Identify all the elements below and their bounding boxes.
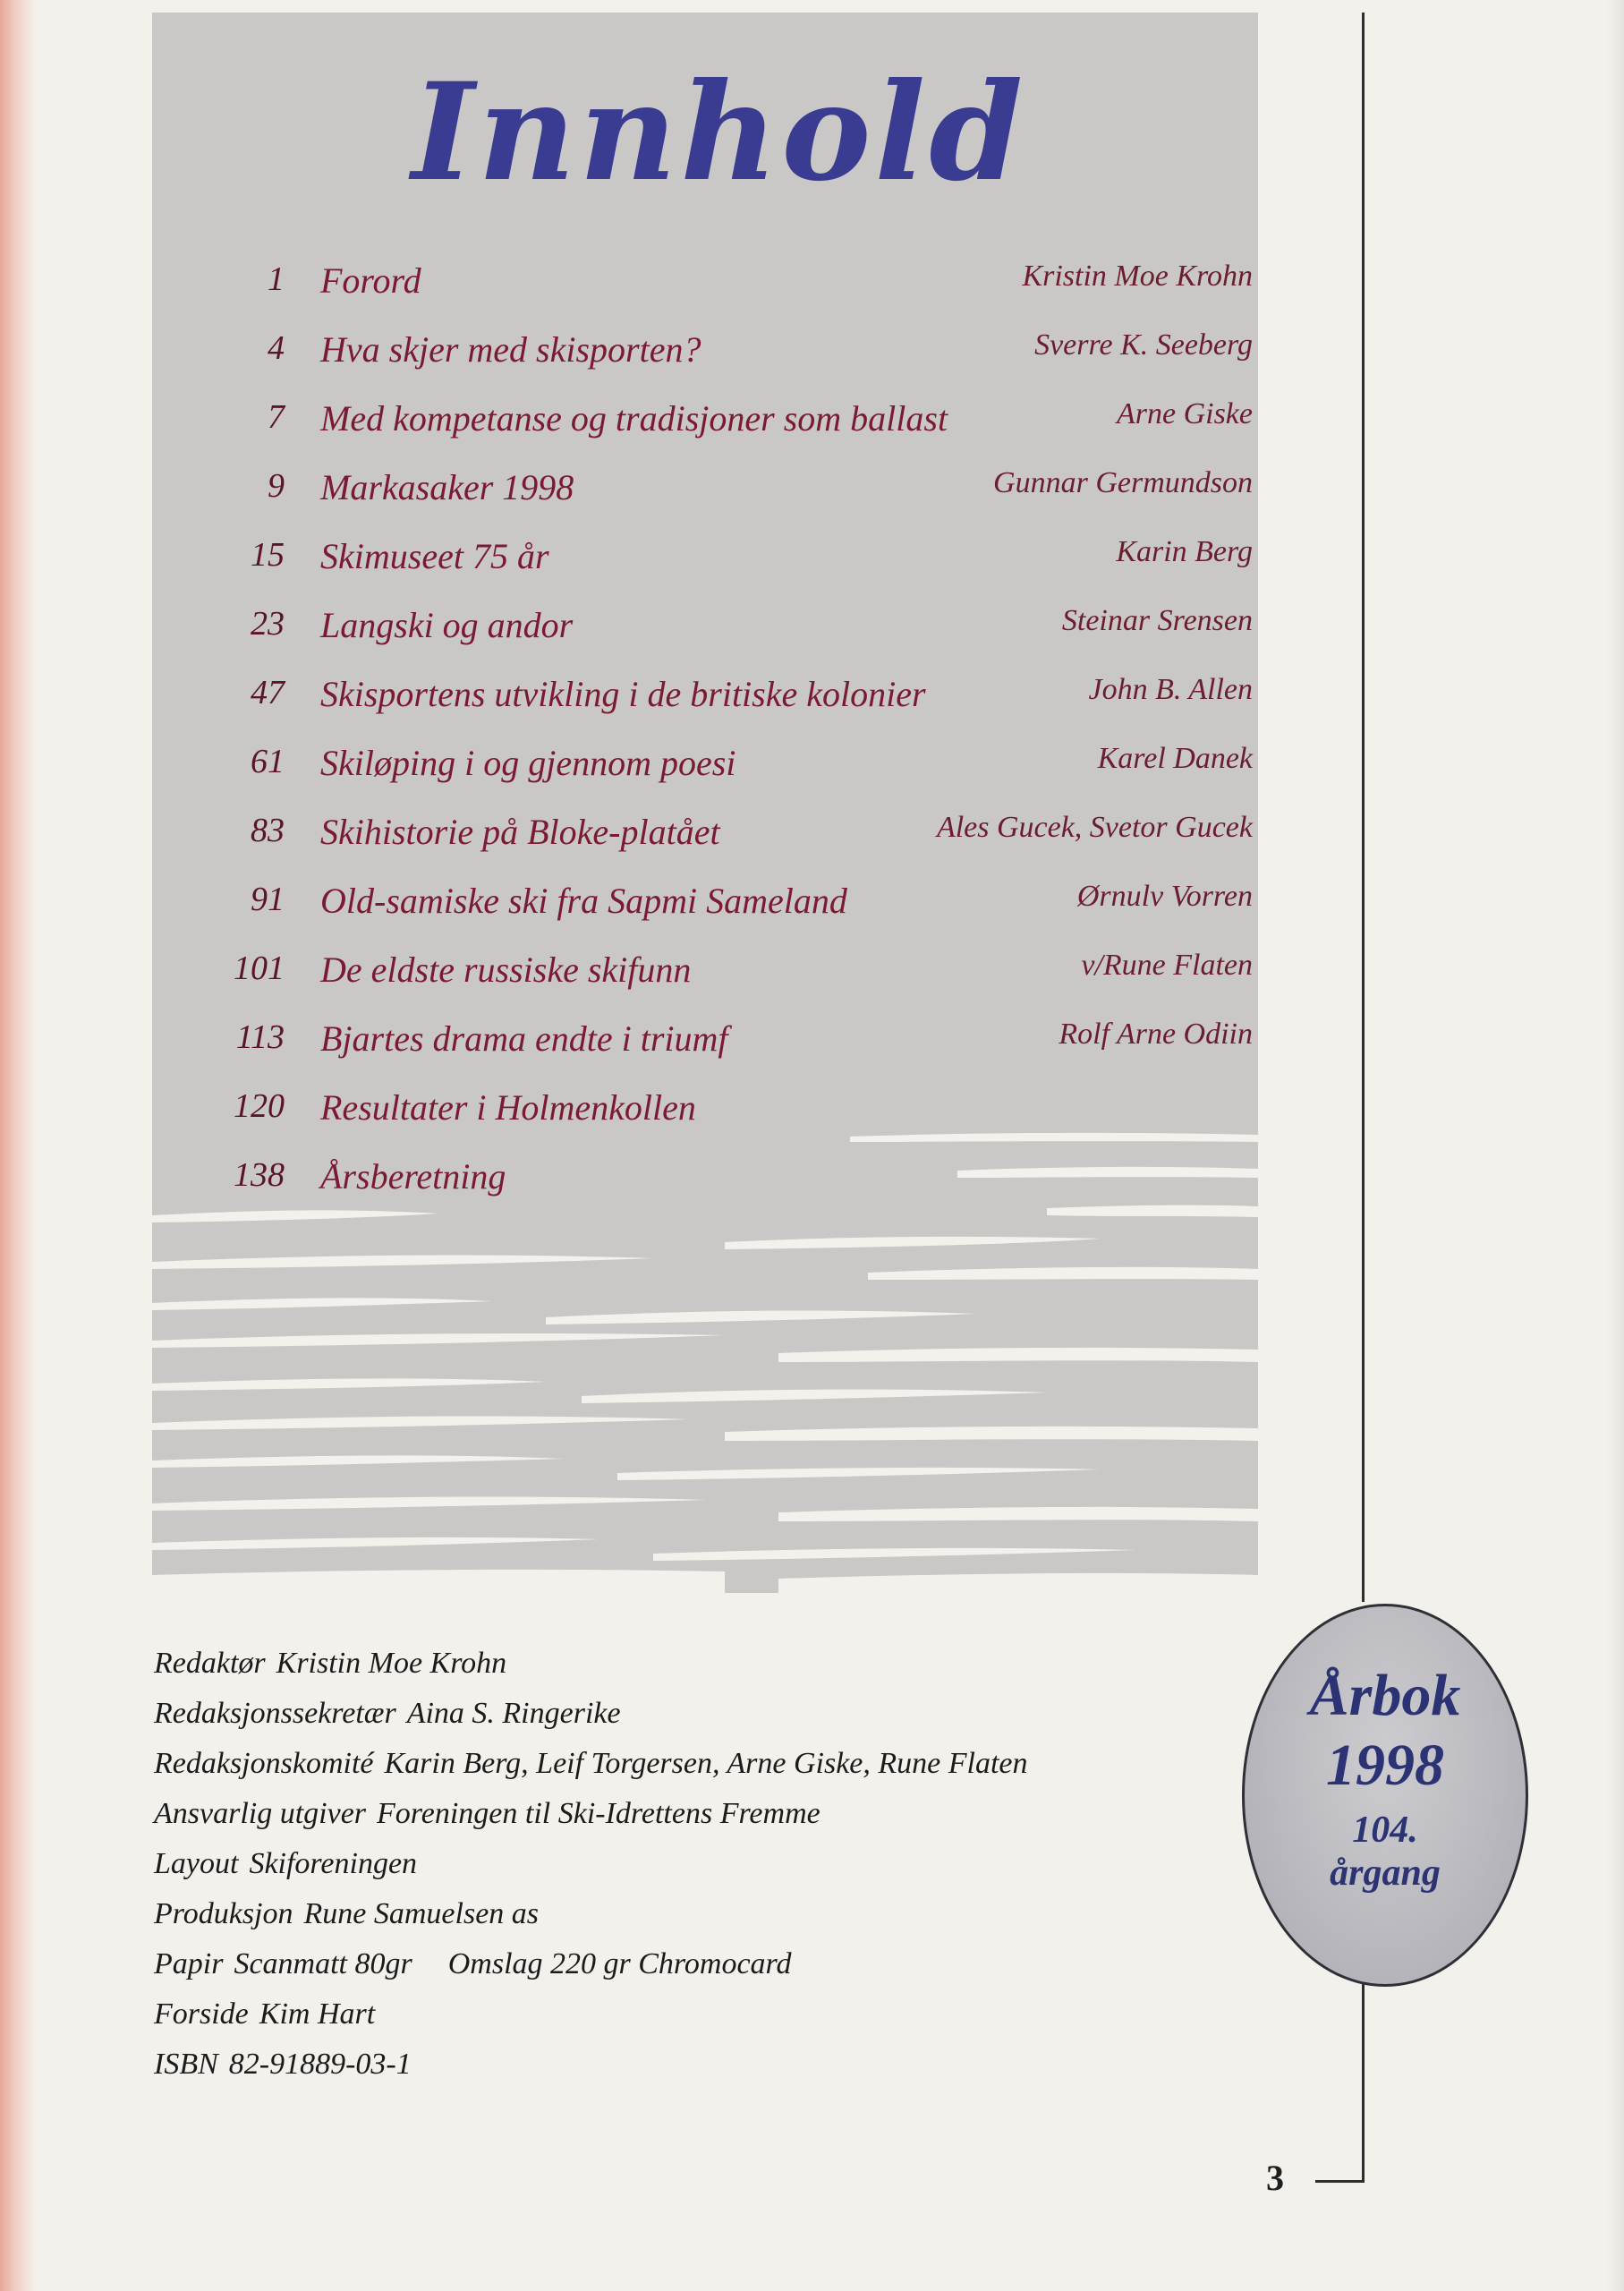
toc-title: Skimuseet 75 år (320, 536, 549, 576)
badge-issue (1245, 1809, 1526, 1895)
credit-value: Karin Berg, Leif Torgersen, Arne Giske, Rune Flaten (384, 1747, 1028, 1780)
credit-line (154, 1647, 506, 1691)
toc-title: Hva skjer med skisporten? (320, 329, 701, 370)
toc-title: Skisportens utvikling i de britiske kolonier (320, 674, 926, 714)
credit-label: Produksjon (154, 1897, 293, 1930)
toc-author: Arne Giske (1116, 397, 1253, 430)
toc-page-number: 15 (251, 536, 285, 574)
toc-entry (170, 1018, 1253, 1071)
toc-entry (170, 811, 1253, 864)
toc-page-number: 113 (235, 1018, 285, 1056)
toc-entry (170, 328, 1253, 382)
credit-line (154, 2048, 412, 2092)
toc-entry (170, 260, 1253, 313)
toc-page-number: 9 (268, 467, 285, 505)
toc-author: Rolf Arne Odiin (1059, 1018, 1253, 1051)
credit-line (154, 1797, 821, 1842)
badge-issue-number: 104. (1352, 1810, 1418, 1851)
credit-value: Scanmatt 80gr (234, 1947, 412, 1980)
credit-label: Papir (154, 1947, 224, 1980)
toc-entry (170, 673, 1253, 727)
toc-author: Sverre K. Seeberg (1034, 328, 1253, 362)
credit-value: Kim Hart (259, 1997, 376, 2031)
toc-title: Årsberetning (320, 1156, 506, 1197)
toc-entry (170, 535, 1253, 589)
credit-line (154, 1947, 792, 1992)
page-edge (1608, 0, 1624, 2291)
toc-title: Old-samiske ski fra Sapmi Sameland (320, 881, 847, 921)
credit-line (154, 1747, 1027, 1792)
credit-value: Foreningen til Ski-Idrettens Fremme (377, 1797, 821, 1830)
page-number-rule (1315, 2180, 1365, 2183)
toc-title: Skihistorie på Bloke-platået (320, 812, 720, 852)
toc-page-number: 120 (234, 1087, 285, 1125)
toc-entry (170, 1086, 1253, 1140)
credit-label: Redaksjonssekretær (154, 1697, 396, 1730)
credit-line (154, 1897, 539, 1942)
toc-entry (170, 397, 1253, 451)
vertical-rule (1362, 13, 1365, 1602)
credit-line (154, 1697, 621, 1742)
credit-value: 82-91889-03-1 (228, 2048, 412, 2081)
toc-page-number: 47 (251, 674, 285, 711)
toc-title: Forord (320, 260, 421, 301)
credit-value: Rune Samuelsen as (303, 1897, 540, 1930)
credit-line (154, 1997, 375, 2042)
badge-title: Årbok (1309, 1663, 1461, 1728)
toc-title: Langski og andor (320, 605, 574, 645)
toc-page-number: 91 (251, 881, 285, 918)
toc-author: Karel Danek (1097, 742, 1253, 775)
toc-entry (170, 604, 1253, 658)
vertical-rule (1362, 1967, 1365, 2182)
toc-title: De eldste russiske skifunn (320, 950, 692, 990)
toc-page-number: 138 (234, 1156, 285, 1194)
toc-page-number: 4 (268, 329, 285, 367)
toc-title: Bjartes drama endte i triumf (320, 1018, 728, 1059)
toc-author: Steinar Srensen (1061, 604, 1253, 637)
credit-label: Forside (154, 1997, 249, 2031)
toc-author: Gunnar Germundson (993, 466, 1253, 499)
toc-entry (170, 949, 1253, 1002)
page-number: 3 (1266, 2158, 1284, 2198)
toc-page-number: 101 (234, 950, 285, 987)
credit-label: Redaksjonskomité (154, 1747, 374, 1780)
toc-page-number: 83 (251, 812, 285, 849)
yearbook-badge (1242, 1604, 1528, 1987)
credit-value: Kristin Moe Krohn (276, 1647, 507, 1680)
toc-author: Karin Berg (1116, 535, 1253, 568)
toc-title: Med kompetanse og tradisjoner som ballast (320, 398, 948, 439)
toc-title: Resultater i Holmenkollen (320, 1087, 696, 1128)
toc-page-number: 61 (251, 743, 285, 780)
toc-author: Kristin Moe Krohn (1022, 260, 1253, 293)
toc-entry (170, 742, 1253, 796)
toc-author: v/Rune Flaten (1081, 949, 1253, 982)
credit-line (154, 1847, 417, 1892)
badge-issue-word: årgang (1330, 1852, 1441, 1894)
toc-title: Markasaker 1998 (320, 467, 574, 507)
toc-entry (170, 880, 1253, 933)
toc-title: Skiløping i og gjennom poesi (320, 743, 736, 783)
credit-value: Skiforeningen (249, 1847, 418, 1880)
page-title: Innhold (412, 54, 1027, 211)
toc-entry (170, 1155, 1253, 1209)
toc-author: Ales Gucek, Svetor Gucek (936, 811, 1253, 844)
credit-label: Layout (154, 1847, 239, 1880)
toc-entry (170, 466, 1253, 520)
book-spine-shadow (0, 0, 36, 2291)
credit-label: Ansvarlig utgiver (154, 1797, 367, 1830)
toc-author: John B. Allen (1088, 673, 1253, 706)
credit-value: Aina S. Ringerike (406, 1697, 621, 1730)
badge-year: 1998 (1326, 1733, 1444, 1798)
credit-label: Redaktør (154, 1647, 266, 1680)
credit-extra: Omslag 220 gr Chromocard (447, 1947, 792, 1980)
toc-page-number: 7 (268, 398, 285, 436)
toc-page-number: 23 (251, 605, 285, 643)
toc-author: Ørnulv Vorren (1076, 880, 1253, 913)
credit-label: ISBN (154, 2048, 218, 2081)
toc-page-number: 1 (268, 260, 285, 298)
